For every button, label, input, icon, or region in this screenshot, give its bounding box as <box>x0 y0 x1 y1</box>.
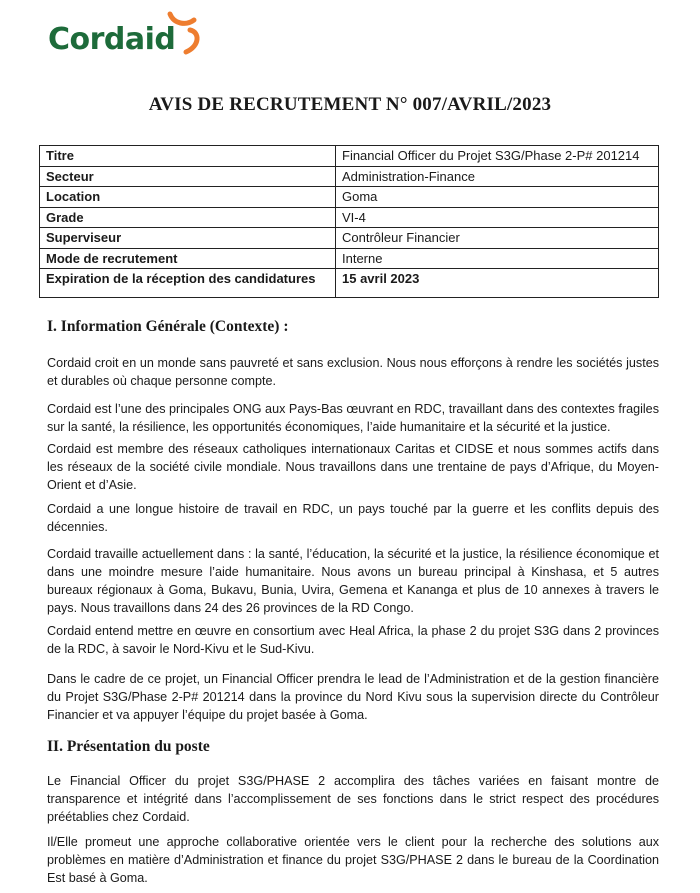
table-row <box>40 187 659 208</box>
section-heading-poste: II. Présentation du poste <box>47 738 210 755</box>
paragraph: Cordaid entend mettre en œuvre en consortium avec Heal Africa, la phase 2 du projet S3G dans 2 provinces de la RDC, à savoir le Nord-Kivu et le Sud-Kivu. <box>47 624 659 656</box>
paragraph: Le Financial Officer du projet S3G/PHASE 2 accomplira des tâches variées en faisant montre de transparence et intégrité dans l’accomplissement de ses fonctions dans le strict respect des procédures préétablies chez Cordaid. <box>47 774 659 824</box>
detail-value: Interne <box>336 248 659 269</box>
detail-label: Grade <box>40 207 336 228</box>
table-row <box>40 207 659 228</box>
detail-value: Financial Officer du Projet S3G/Phase 2-P# 201214 <box>336 146 659 167</box>
detail-value: 15 avril 2023 <box>336 269 659 298</box>
table-row <box>40 248 659 269</box>
paragraph: Cordaid travaille actuellement dans : la santé, l’éducation, la sécurité et la justice, la résilience économique et dans une moindre mesure l’aide humanitaire. Nous avons un bureau principal à Kinshasa, et 5 autres bureaux régionaux à Goma, Bukavu, Bunia, Uvira, Gemena et Kananga et plus de 10 annexes à travers le pays. Nous travaillons dans 24 des 26 provinces de la RD Congo. <box>47 547 659 615</box>
detail-value: Administration-Finance <box>336 166 659 187</box>
page-title: AVIS DE RECRUTEMENT N° 007/AVRIL/2023 <box>148 94 552 115</box>
table-row <box>40 146 659 167</box>
cordaid-swirl-icon <box>160 8 208 56</box>
detail-value: Contrôleur Financier <box>336 228 659 249</box>
section-heading-context: I. Information Générale (Contexte) : <box>47 318 289 335</box>
table-row <box>40 228 659 249</box>
detail-label: Superviseur <box>40 228 336 249</box>
paragraph: Il/Elle promeut une approche collaborative orientée vers le client pour la recherche des solutions aux problèmes en matière d’Administration et finance du projet S3G/PHASE 2 dans le bureau de la Coordination Est basé à Goma. <box>47 835 659 885</box>
detail-label: Mode de recrutement <box>40 248 336 269</box>
cordaid-logo <box>48 8 228 72</box>
paragraph: Cordaid est membre des réseaux catholiques internationaux Caritas et CIDSE et nous sommes actifs dans les réseaux de la société civile mondiale. Nous travaillons dans une trentaine de pays d’Afrique, du Moyen-Orient et d’Asie. <box>47 442 659 492</box>
paragraph: Dans le cadre de ce projet, un Financial Officer prendra le lead de l’Administration et de la gestion financière du Projet S3G/Phase 2-P# 201214 dans la province du Nord Kivu sous la supervision directe du Contrôleur Financier et va appuyer l’équipe du projet basée à Goma. <box>47 672 659 722</box>
paragraph: Cordaid a une longue histoire de travail en RDC, un pays touché par la guerre et les conflits depuis des décennies. <box>47 502 659 534</box>
paragraph: Cordaid croit en un monde sans pauvreté et sans exclusion. Nous nous efforçons à rendre les sociétés justes et durables où chaque personne compte. <box>47 356 659 388</box>
paragraph: Cordaid est l’une des principales ONG aux Pays-Bas œuvrant en RDC, travaillant dans des contextes fragiles sur la santé, la résilience, les opportunités économiques, l’aide humanitaire et la sécurité et la justice. <box>47 402 659 434</box>
detail-label: Expiration de la réception des candidatures <box>40 269 336 298</box>
table-row <box>40 269 659 298</box>
job-details-table <box>39 145 659 298</box>
table-row <box>40 166 659 187</box>
detail-label: Titre <box>40 146 336 167</box>
detail-label: Secteur <box>40 166 336 187</box>
detail-label: Location <box>40 187 336 208</box>
logo-wordmark: Cordaid <box>48 22 176 57</box>
detail-value: VI-4 <box>336 207 659 228</box>
detail-value: Goma <box>336 187 659 208</box>
